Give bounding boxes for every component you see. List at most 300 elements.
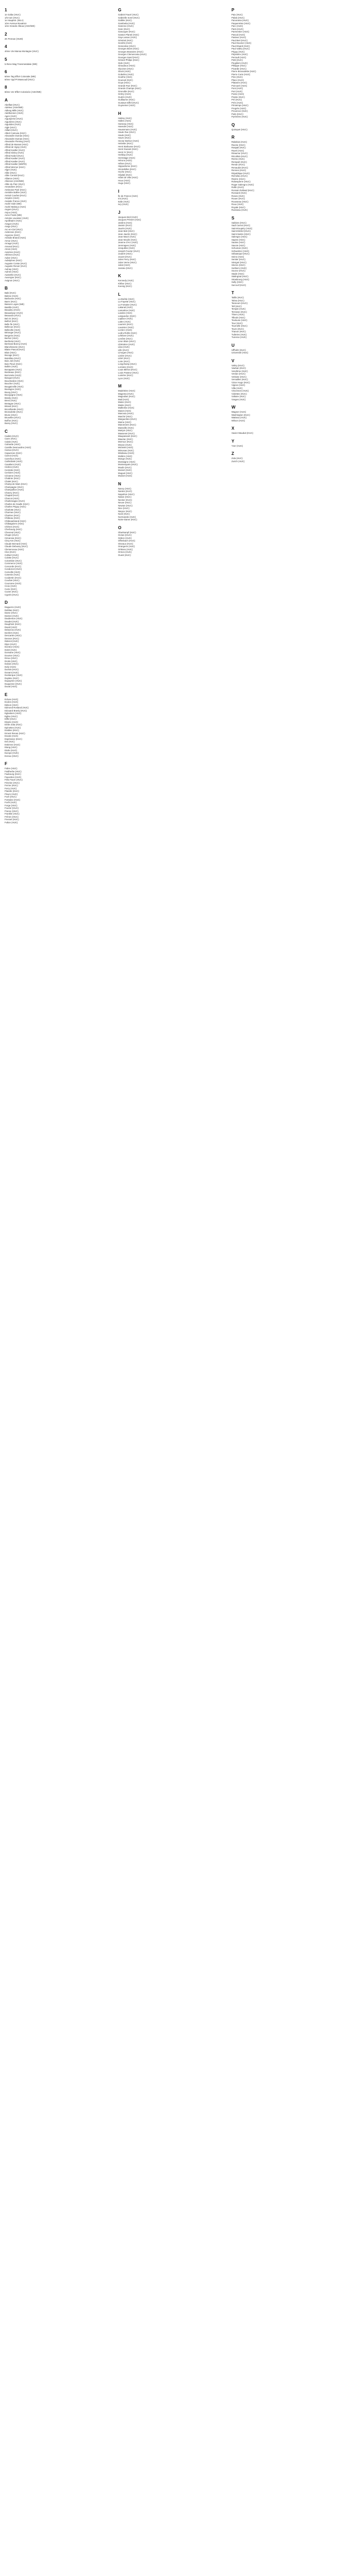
index-entry: Wilson (HUC) — [231, 419, 245, 422]
index-section — [231, 451, 345, 463]
index-section — [231, 343, 345, 354]
index-entry: Goethe (HUC) — [118, 76, 132, 78]
index-entry: Brest (HUC) — [5, 399, 17, 402]
index-entry: Verlaine (HUC) — [231, 375, 246, 378]
index-entry: Bertrand Bonny (HUC) — [5, 343, 27, 345]
index-entry: Perrault (HUC) — [231, 56, 246, 59]
index-entry: Auvergne (HUC) — [5, 276, 21, 279]
index-entry: Boulogne (HUC) — [5, 388, 21, 391]
index-section — [5, 84, 118, 94]
index-entry: Massenet (HUC) — [118, 432, 135, 435]
index-entry: Tuileries (HUC) — [231, 333, 247, 336]
index-entry: Ecluse (HUC) — [5, 698, 19, 701]
index-entry: Université (HUC) — [231, 351, 248, 354]
index-entry: Hameau (HUC) — [118, 122, 134, 125]
index-entry: Fontaine (HUC) — [5, 798, 21, 801]
index-entry: Jean Jaurès (HUC) — [118, 232, 137, 235]
index-entry: Hauts (HUC) — [118, 133, 131, 137]
section-letter-heading: O — [118, 525, 122, 530]
index-entry: Blois (HUC) — [5, 351, 16, 354]
index-entry: Tours (HUC) — [231, 327, 244, 330]
index-entry: Halévy (HUC) — [118, 116, 132, 120]
index-section — [118, 292, 231, 380]
index-section — [231, 134, 345, 212]
index-entry: Mauriac (HUC) — [118, 437, 133, 440]
index-entry: Picardie (HUC) — [231, 67, 246, 70]
index-entry: Bastille (HUC) — [5, 306, 19, 309]
index-entry: Adeleur (ASH/WE) — [5, 106, 23, 109]
index-entry: Alfred de Musset (HUC) — [5, 143, 28, 146]
index-entry: Source (HUC) — [231, 269, 245, 272]
index-entry: Asnières (HUC) — [5, 250, 21, 253]
index-entry: Auguste Renoir (HUC) — [5, 265, 27, 267]
index-entry: Jemmapes (HUC) — [118, 244, 136, 247]
index-entry: André Malraux (HUC) — [5, 205, 26, 208]
index-entry: Orangerie (HUC) — [118, 545, 135, 548]
index-entry: Ormes (HUC) — [118, 551, 132, 553]
index-entry: Bois Joli (HUC) — [5, 360, 20, 362]
index-entry: Violettes (HUC) — [231, 392, 247, 395]
index-entry: Dolet (HUC) — [5, 648, 17, 651]
index-entry: Chartres (HUC) — [5, 514, 20, 517]
index-entry: Argonne (HUC) — [5, 233, 20, 236]
index-entry: Offenbach (HUC) — [118, 539, 136, 542]
index-entry: Arsenal (HUC) — [5, 245, 19, 248]
index-entry: Italie (HUC) — [118, 200, 130, 203]
index-entry: Paul Eluard (HUC) — [231, 44, 250, 47]
index-entry: Poincaré (HUC) — [231, 84, 247, 87]
index-entry: Bretagne (HUC) — [5, 402, 21, 405]
index-entry: Etoile (HUC) — [5, 749, 18, 752]
index-entry: Martyrs (HUC) — [118, 429, 132, 432]
index-entry: Pierre Curie (HUC) — [231, 73, 251, 76]
section-letter-heading: J — [118, 210, 121, 215]
index-entry: 4ème Vie Mansa Montagne (HUC) — [5, 50, 39, 53]
index-entry: Buffon (HUC) — [5, 419, 18, 422]
index-entry: Allée du Parc (HUC) — [5, 182, 25, 185]
index-entry: Montaigne (HUC) — [118, 460, 136, 463]
index-entry: Rennes (HUC) — [231, 169, 246, 172]
index-entry: Gabrielle Sorel (HUC) — [118, 16, 140, 19]
index-entry: Herblay (HUC) — [118, 154, 133, 156]
index-entry: Progrès (HUC) — [231, 107, 246, 110]
index-entry: Musset (HUC) — [118, 474, 132, 477]
index-entry: Adelbonnen (HUC) — [5, 112, 24, 114]
index-entry: Ambroise Paré (HUC) — [5, 188, 26, 191]
index-entry: Orléans (HUC) — [118, 548, 133, 551]
index-entry: Ledru-Rollin (HUC) — [118, 331, 137, 334]
index-entry: Hoche (HUC) — [118, 171, 131, 173]
index-section — [231, 438, 345, 448]
index-section — [5, 97, 118, 282]
index-entry: Cyprès (HUC) — [5, 593, 19, 596]
index-entry: Angers (HUC) — [5, 208, 19, 211]
index-entry: Paul Bert (HUC) — [231, 39, 248, 42]
index-section — [231, 7, 345, 118]
index-entry: Barre (HUC) — [5, 300, 17, 303]
index-entry: Platanes (HUC) — [231, 81, 247, 84]
index-entry: Haute Rue (HUC) — [118, 131, 136, 133]
index-entry: Château (HUC) — [5, 517, 20, 519]
index-entry: Hêtres (HUC) — [118, 162, 132, 165]
index-entry: Charlotte (HUC) — [5, 508, 21, 511]
index-entry: Monge (HUC) — [118, 457, 132, 460]
index-entry: Couronne (HUC) — [5, 582, 22, 585]
index-entry: Avignon (HUC) — [5, 279, 20, 282]
index-entry: Ecoles (HUC) — [5, 701, 19, 703]
index-entry: Alexandre Dumas (HUC) — [5, 137, 29, 140]
index-entry: Prés (HUC) — [231, 101, 243, 104]
index-entry: Cinq Ans (HUC) — [5, 539, 21, 542]
index-entry: Blanchisserie (HUC) — [5, 345, 25, 348]
index-entry: Manet (HUC) — [118, 409, 131, 412]
index-entry: Evreux (HUC) — [5, 754, 19, 757]
index-entry: Jean Bart (HUC) — [118, 230, 135, 232]
index-entry: Laplace (HUC) — [118, 317, 133, 320]
index-entry: Lefebvre (HUC) — [118, 334, 134, 337]
index-entry: Rivière (HUC) — [231, 177, 245, 180]
index-entry: Gluck (HUC) — [118, 70, 131, 73]
index-entry: Elysée (HUC) — [5, 720, 19, 723]
index-entry: Panorama (HUC) — [231, 19, 249, 22]
index-entry: Clemenceau (HUC) — [5, 548, 24, 551]
index-entry: Aigurides (HUC) — [5, 123, 21, 126]
index-section — [5, 600, 118, 688]
index-entry: Jardins (HUC) — [118, 221, 132, 224]
index-entry: Cuvier (HUC) — [5, 590, 18, 593]
index-entry: Hôpital (HUC) — [118, 173, 132, 176]
index-entry: Domaine (HUC) — [5, 651, 21, 654]
index-entry: Dunkerque (HUC) — [5, 674, 23, 676]
index-entry: Zurich (HUC) — [231, 460, 245, 463]
index-entry: Saint-Exupéry (HUC) — [231, 227, 253, 230]
index-entry: Mairie (HUC) — [118, 403, 131, 406]
index-entry: France (HUC) — [5, 809, 19, 812]
index-entry: Anatole France (HUC) — [5, 199, 27, 202]
section-letter-heading: I — [118, 189, 120, 194]
index-entry: Cadets (HUC) — [5, 434, 19, 437]
index-entry: Commerce (HUC) — [5, 562, 23, 565]
index-entry: Mimosas (HUC) — [118, 449, 134, 452]
index-entry: Lauriers (HUC) — [118, 323, 133, 326]
index-entry: Pierre Brossolette (HUC) — [231, 70, 256, 73]
index-entry: Carrefour (HUC) — [5, 457, 21, 460]
index-entry: Brocéliande (HUC) — [5, 408, 24, 411]
index-entry: Faubourg (HUC) — [5, 773, 21, 775]
index-entry: Maupassant (HUC) — [118, 435, 137, 437]
index-entry: Beaulieu (HUC) — [5, 309, 21, 311]
index-entry: Espérance (HUC) — [5, 737, 22, 740]
index-entry: 6ème Tag Effort Coloniale (WE) — [5, 75, 36, 78]
index-entry: Desnos (HUC) — [5, 637, 19, 640]
index-entry: Caen (HUC) — [5, 437, 17, 440]
index-entry: Oberkampf (HUC) — [118, 531, 136, 534]
index-entry: Dumas (HUC) — [5, 668, 19, 671]
index-entry: 5.Rene Mag Transmetalwie (WE) — [5, 62, 38, 65]
index-entry: Calais (HUC) — [5, 440, 18, 443]
index-entry: Charmes (HUC) — [5, 511, 21, 514]
section-letter-heading: 4 — [5, 44, 7, 49]
index-entry: Alfred Nobel (HUC) — [5, 154, 24, 157]
index-entry: Marguerites (HUC) — [118, 418, 137, 420]
index-entry: Edmond Rostand (HUC) — [5, 706, 29, 709]
index-entry: Carnot (HUC) — [5, 454, 19, 457]
index-entry: Champ de Mars (HUC) — [5, 483, 27, 485]
index-entry: Saules (HUC) — [231, 241, 245, 244]
index-entry: Pascal (HUC) — [231, 33, 245, 36]
index-entry: Belle Île (HUC) — [5, 323, 20, 326]
street-index — [5, 5, 345, 827]
index-entry: Uffholtz (HUC) — [231, 348, 246, 351]
index-entry: Gaston Planté (HUC) — [118, 33, 139, 36]
index-entry: Nice (HUC) — [118, 507, 129, 510]
index-entry: Jouvet (HUC) — [118, 255, 132, 258]
index-column-3 — [231, 5, 345, 827]
index-entry: Terrasse (HUC) — [231, 310, 247, 313]
index-entry: Sapins (HUC) — [231, 238, 245, 241]
index-entry: République (HUC) — [231, 172, 250, 175]
index-entry: Apollinaire (HUC) — [5, 219, 22, 222]
index-entry: Boieldieu (HUC) — [5, 357, 21, 360]
index-entry: Versailles (HUC) — [231, 378, 248, 381]
section-letter-heading: 2 — [5, 31, 7, 37]
section-letter-heading: E — [5, 692, 8, 697]
index-entry: Péguy (HUC) — [231, 50, 245, 53]
index-entry: Anne Frank (WE) — [5, 214, 22, 216]
section-letter-heading: G — [118, 8, 122, 12]
index-entry: Parmentier (HUC) — [231, 30, 250, 33]
index-section — [5, 7, 118, 28]
index-section — [118, 481, 231, 521]
index-entry: Gustave Eiffel (HUC) — [118, 101, 139, 104]
index-entry: Est (HUC) — [5, 740, 15, 743]
index-entry: Vendôme (HUC) — [231, 369, 248, 372]
index-section — [5, 429, 118, 597]
index-entry: Royale (HUC) — [231, 206, 245, 209]
section-letter-heading: S — [231, 215, 235, 221]
index-entry: Sully (HUC) — [231, 281, 243, 283]
index-entry: Halles (HUC) — [118, 120, 131, 122]
section-letter-heading: Q — [231, 122, 235, 127]
index-entry: Jean Moulin (HUC) — [118, 238, 137, 241]
index-entry: Doumer (HUC) — [5, 654, 20, 657]
index-entry: Fabre (HUC) — [5, 767, 18, 770]
index-entry: Croix (HUC) — [5, 585, 17, 587]
index-entry: Jasmin (HUC) — [118, 224, 132, 227]
index-entry: Voltaire (HUC) — [231, 395, 246, 398]
index-entry: Lenôtre (HUC) — [118, 337, 132, 340]
index-entry: Ruisseau (HUC) — [231, 209, 248, 211]
index-entry: Chanzy (HUC) — [5, 491, 19, 494]
index-entry: Strasbourg (HUC) — [231, 278, 250, 281]
index-entry: Geneviève (HUC) — [118, 44, 136, 47]
index-section — [5, 69, 118, 81]
index-section — [5, 57, 118, 66]
index-entry: Basses Loges (WE) — [5, 303, 24, 306]
index-entry: Charles Péguy (HUC) — [5, 505, 26, 508]
section-letter-heading: P — [231, 8, 235, 12]
section-letter-heading: X — [231, 426, 235, 431]
index-entry: Newton (HUC) — [118, 504, 132, 507]
index-entry: Duquesne (HUC) — [5, 682, 22, 685]
index-entry: Coubertin (HUC) — [5, 576, 21, 579]
index-entry: Fresnel (HUC) — [5, 818, 19, 821]
section-letter-heading: H — [118, 111, 121, 116]
index-entry: Gambetta (HUC) — [118, 22, 135, 25]
index-entry: Raspail (HUC) — [231, 146, 246, 149]
index-entry: Emile Zola (HUC) — [5, 723, 22, 726]
index-entry: Allée (HUC) — [5, 171, 16, 174]
index-entry: Antoine Lavoisier (HUC) — [5, 216, 29, 219]
index-entry: Claude Debussy (HUC) — [5, 545, 28, 548]
index-entry: Magenta (HUC) — [118, 392, 134, 395]
index-entry: Tell (HUC) — [231, 304, 242, 308]
index-entry: Stalingrad (HUC) — [231, 275, 248, 278]
index-entry: Longchamp (HUC) — [118, 363, 137, 365]
index-entry: Peupliers (HUC) — [231, 61, 248, 64]
section-letter-heading: D — [5, 600, 8, 605]
index-entry: Tanneurs (HUC) — [231, 302, 248, 304]
index-column-2 — [118, 5, 231, 827]
index-entry: Ernest Renan (HUC) — [5, 732, 25, 735]
index-entry: Richelieu (HUC) — [231, 175, 248, 177]
index-entry: Bouchardon (HUC) — [5, 379, 24, 382]
index-entry: Aillant (HUC) — [5, 129, 18, 131]
index-entry: Rouen (HUC) — [231, 197, 245, 200]
index-entry: Victor Hugo (HUC) — [231, 381, 250, 384]
index-entry: Puits (HUC) — [231, 112, 243, 115]
index-entry: Hôtel de Ville (HUC) — [118, 176, 138, 179]
index-entry: Vauban (HUC) — [231, 367, 246, 369]
index-entry: Alfred Kastler (WEPD) — [5, 163, 27, 165]
index-entry: Neuve (HUC) — [118, 501, 131, 504]
index-entry: Nord (HUC) — [118, 513, 130, 515]
index-entry: Faidherbe (HUC) — [5, 770, 22, 773]
index-entry: Lilas (HUC) — [118, 346, 130, 348]
index-entry: Talma (HUC) — [231, 299, 244, 302]
index-entry: Gobelins (HUC) — [118, 73, 134, 76]
index-entry: 1e Hauptstr. (WLA) — [5, 19, 24, 22]
index-entry: Paul Doumer (HUC) — [231, 42, 252, 44]
index-entry: Fourier (HUC) — [5, 807, 19, 809]
index-entry: Châtaigniers (HUC) — [5, 522, 24, 525]
index-entry: Claude Bernard (HUC) — [5, 542, 27, 545]
index-entry: Tournelle (HUC) — [231, 325, 247, 327]
index-entry: Aubépines (HUC) — [5, 259, 22, 262]
index-entry: Dahlias (HUC) — [5, 608, 19, 612]
index-entry: Philippe (HUC) — [231, 64, 246, 67]
index-entry: Maronniers (HUC) — [118, 423, 136, 426]
index-entry: Bosquet (HUC) — [5, 377, 20, 379]
index-entry: Trianon (HUC) — [231, 330, 246, 333]
index-entry: Verdun (HUC) — [231, 372, 245, 375]
index-entry: Mozart (HUC) — [118, 469, 132, 471]
index-entry: Jean Macé (HUC) — [118, 235, 136, 238]
index-entry: Babi (HUC) — [5, 292, 16, 294]
index-entry: Allonnes (ASH/WE) — [5, 180, 24, 182]
index-entry: Île de France (HUC) — [118, 194, 138, 197]
index-entry: Colbert (HUC) — [5, 553, 19, 556]
index-entry: André Gide (WE) — [5, 202, 22, 205]
index-entry: Normandie (HUC) — [118, 515, 136, 518]
index-entry: Reims (HUC) — [231, 158, 245, 160]
index-entry: Leclerc (HUC) — [118, 329, 132, 331]
index-entry: Galilée (HUC) — [118, 19, 132, 22]
index-entry: Surcouf (HUC) — [231, 283, 246, 286]
index-entry: Seine (HUC) — [231, 255, 244, 258]
index-entry: Watteau (HUC) — [231, 416, 247, 419]
index-entry: Bollée (HUC) — [5, 365, 18, 368]
index-entry: Ardennes (HUC) — [5, 231, 21, 233]
index-entry: Necker (HUC) — [118, 498, 132, 501]
index-entry: Eglantiers (HUC) — [5, 712, 22, 715]
index-entry: Haussmann (HUC) — [118, 128, 137, 131]
index-entry: Chabrier (HUC) — [5, 477, 20, 480]
index-entry: Océan (HUC) — [118, 534, 132, 536]
index-entry: Prairie (HUC) — [231, 95, 245, 98]
index-entry: Printemps (HUC) — [231, 104, 248, 107]
index-entry: Romain Rolland (HUC) — [231, 189, 254, 192]
index-entry: Jules Ferry (HUC) — [118, 258, 136, 261]
index-entry: Paul Valéry (HUC) — [231, 47, 250, 50]
index-entry: Languedoc (HUC) — [118, 314, 136, 317]
index-entry: Quinquet (HUC) — [231, 128, 247, 131]
index-entry: Dijon (HUC) — [5, 642, 17, 646]
index-entry: Forge (HUC) — [5, 804, 18, 807]
index-entry: Temple (HUC) — [231, 308, 246, 310]
index-entry: Gay-Lussac (HUC) — [118, 36, 137, 39]
index-entry: Centrale (HUC) — [5, 468, 20, 471]
index-entry: Malherbe (HUC) — [118, 406, 135, 409]
index-entry: Michelet (HUC) — [118, 446, 134, 449]
index-entry: Belfort (HUC) — [5, 320, 18, 323]
index-section — [231, 358, 345, 401]
index-entry: Pépinière (HUC) — [231, 53, 248, 56]
index-entry: Place (HUC) — [231, 78, 244, 81]
index-entry: Condorcet (HUC) — [5, 568, 22, 570]
index-entry: Lille (HUC) — [118, 348, 129, 351]
index-entry: Amédée Bollée (HUC) — [5, 191, 27, 194]
index-entry: Berlioz (HUC) — [5, 337, 19, 340]
index-entry: Brune (HUC) — [5, 413, 18, 416]
index-entry: Aulnay (HUC) — [5, 267, 19, 270]
index-entry: Adleng Mills (HUC) — [5, 109, 24, 112]
index-entry: Jules Verne (HUC) — [118, 261, 137, 264]
index-entry: Chaptal (HUC) — [5, 494, 20, 497]
index-entry: Renaudot (HUC) — [231, 166, 248, 169]
index-entry: Flandre (HUC) — [5, 790, 19, 792]
index-entry: Georges Bizet (HUC) — [118, 47, 139, 50]
index-entry: Georges Sand (HUC) — [118, 56, 140, 59]
index-entry: Guérin (HUC) — [118, 95, 132, 98]
section-letter-heading: C — [5, 429, 8, 434]
index-entry: Aristide Briand (HUC) — [5, 236, 26, 239]
index-entry: Yser (HUC) — [231, 444, 243, 447]
index-entry: Alfred de Vigny (HUC) — [5, 146, 27, 148]
index-entry: Genêts (HUC) — [118, 42, 132, 44]
index-entry: Wagner (HUC) — [231, 411, 246, 413]
index-entry: Belleville (HUC) — [5, 328, 21, 331]
index-entry: Giraudoux (HUC) — [118, 64, 136, 67]
index-entry: Schuman (HUC) — [231, 247, 248, 249]
index-entry: Sévigné (HUC) — [231, 261, 246, 264]
index-entry: Camus (HUC) — [5, 449, 19, 451]
index-entry: Henri Dunant (HUC) — [118, 148, 138, 150]
index-entry: Lyon (HUC) — [118, 377, 130, 380]
index-entry: Muguet (HUC) — [118, 471, 132, 474]
index-entry: Diderot (HUC) — [5, 640, 19, 642]
index-entry: Jaurès (HUC) — [118, 227, 132, 230]
